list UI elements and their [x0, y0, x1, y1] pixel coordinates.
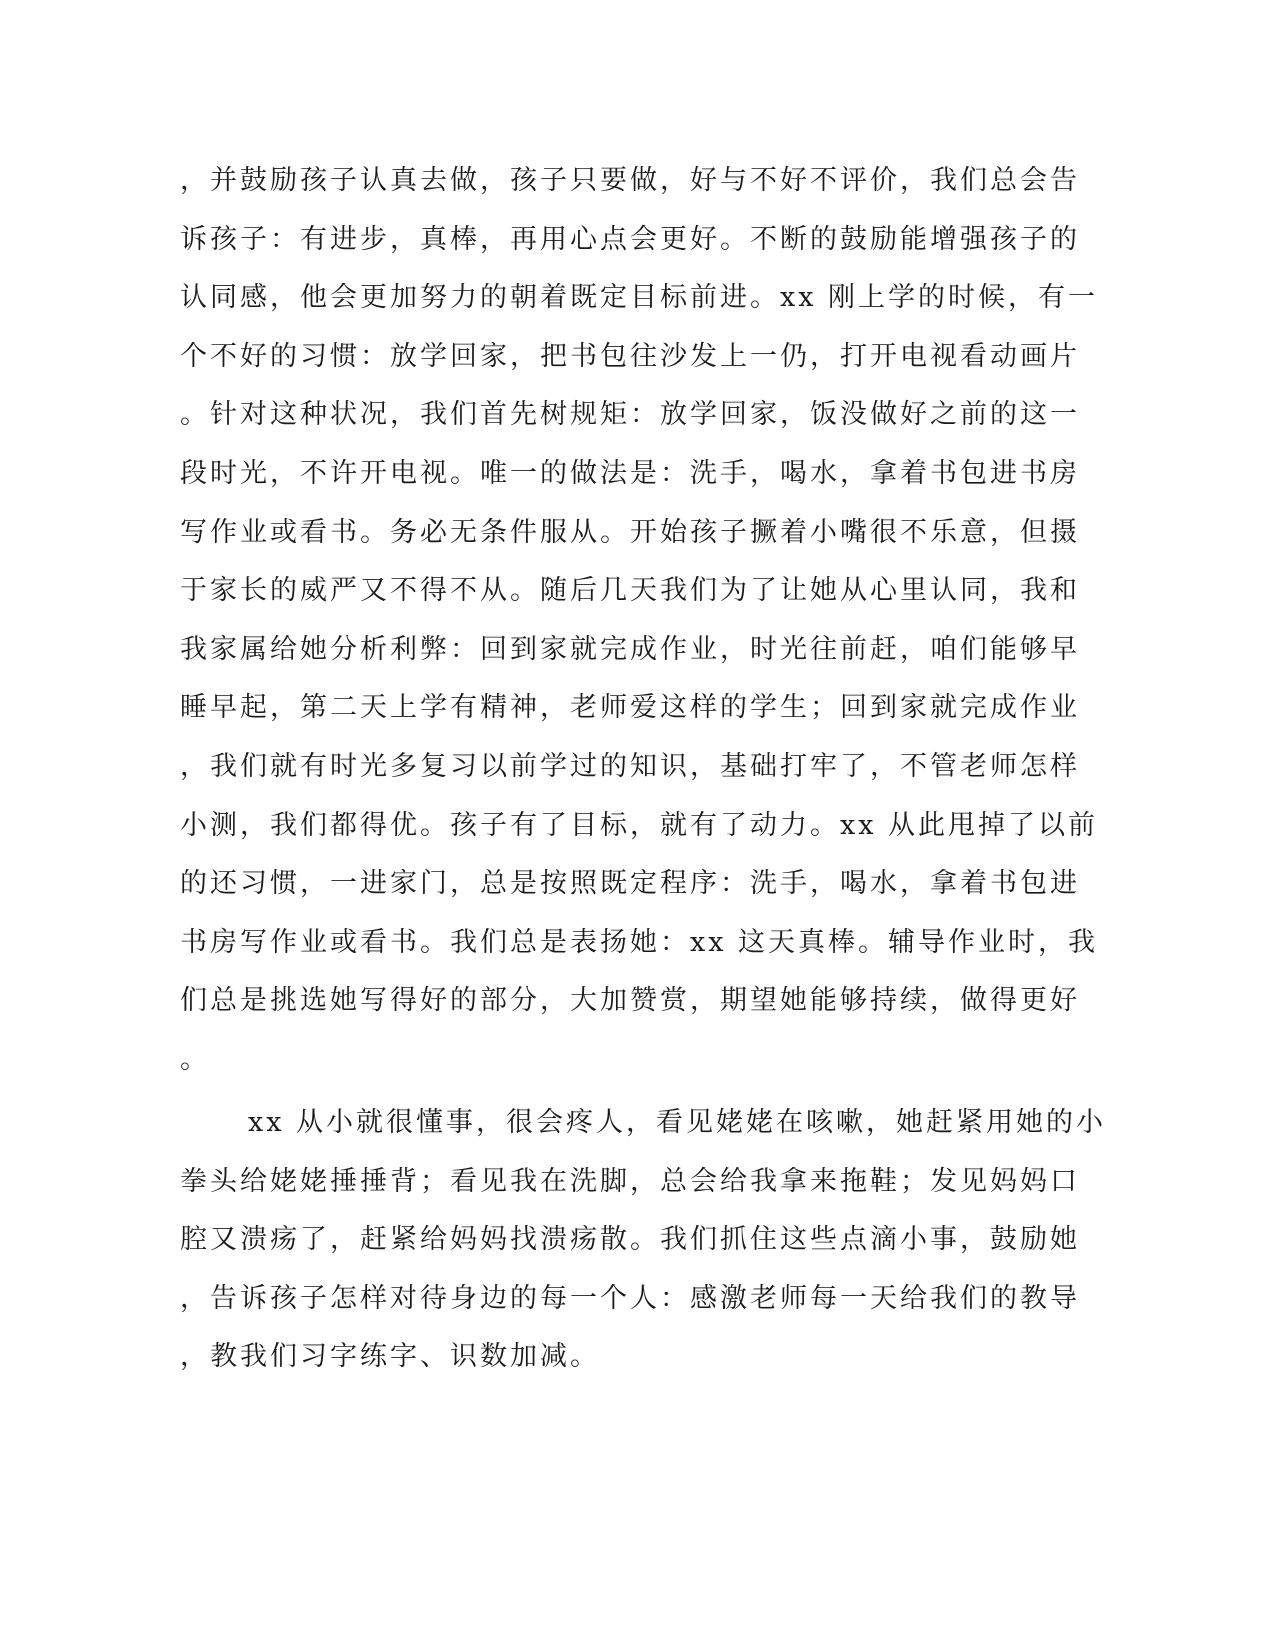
text-line: 我家属给她分析利弊：回到家就完成作业，时光往前赶，咱们能够早: [180, 633, 1080, 665]
text-line: ，教我们习字练字、识数加减。: [180, 1341, 600, 1373]
text-line: 的还习惯，一进家门，总是按照既定程序：洗手，喝水，拿着书包进: [180, 868, 1080, 900]
text-line: 书房写作业或看书。我们总是表扬她：xx 这天真棒。辅导作业时，我: [180, 926, 1099, 958]
paragraph-1: [180, 152, 1099, 1090]
text-line: 。: [180, 1043, 210, 1075]
text-line: 睡早起，第二天上学有精神，老师爱这样的学生；回到家就完成作业: [180, 692, 1080, 724]
text-line: 段时光，不许开电视。唯一的做法是：洗手，喝水，拿着书包进书房: [180, 457, 1080, 489]
text-line: xx 从小就很懂事，很会疼人，看见姥姥在咳嗽，她赶紧用她的小: [248, 1107, 1107, 1138]
text-line: 小测，我们都得优。孩子有了目标，就有了动力。xx 从此甩掉了以前: [180, 809, 1099, 841]
text-line: 腔又溃疡了，赶紧给妈妈找溃疡散。我们抓住这些点滴小事，鼓励她: [180, 1224, 1080, 1256]
text-line: 诉孩子：有进步，真棒，再用心点会更好。不断的鼓励能增强孩子的: [180, 223, 1080, 255]
text-line: 拳头给姥姥捶捶背；看见我在洗脚，总会给我拿来拖鞋；发见妈妈口: [180, 1165, 1080, 1197]
text-line: ，并鼓励孩子认真去做，孩子只要做，好与不好不评价，我们总会告: [180, 165, 1080, 196]
text-line: 。针对这种状况，我们首先树规矩：放学回家，饭没做好之前的这一: [180, 399, 1080, 431]
text-line: 于家长的威严又不得不从。随后几天我们为了让她从心里认同，我和: [180, 575, 1080, 607]
text-line: 个不好的习惯：放学回家，把书包往沙发上一仍，打开电视看动画片: [180, 340, 1080, 372]
text-line: 认同感，他会更加努力的朝着既定目标前进。xx 刚上学的时候，有一: [180, 282, 1099, 314]
paragraph-2: [180, 1094, 1107, 1387]
text-line: ，我们就有时光多复习以前学过的知识，基础打牢了，不管老师怎样: [180, 750, 1080, 782]
text-line: 写作业或看书。务必无条件服从。开始孩子撅着小嘴很不乐意，但摄: [180, 516, 1080, 548]
text-line: ，告诉孩子怎样对待身边的每一个人：感激老师每一天给我们的教导: [180, 1282, 1080, 1314]
text-line: 们总是挑选她写得好的部分，大加赞赏，期望她能够持续，做得更好: [180, 985, 1080, 1017]
